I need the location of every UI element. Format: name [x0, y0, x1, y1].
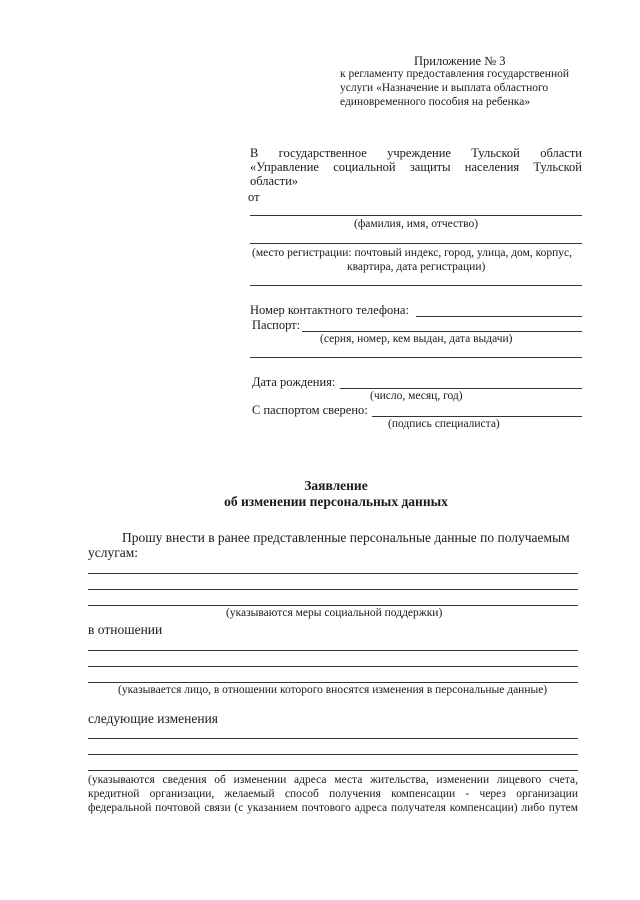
- fio-hint: (фамилия, имя, отчество): [354, 218, 479, 230]
- document-title: Заявление: [304, 478, 368, 493]
- measures-hint: (указываются меры социальной поддержки): [226, 607, 443, 619]
- passport-field-line[interactable]: [302, 331, 582, 332]
- fio-field-line[interactable]: [250, 215, 582, 216]
- addressee-line-2: «Управление социальной защиты населения Тульской: [250, 160, 582, 174]
- person-field-line-1[interactable]: [88, 650, 578, 651]
- registration-field-line[interactable]: [250, 243, 582, 244]
- measures-field-line-1[interactable]: [88, 573, 578, 574]
- passport-field-line-2[interactable]: [250, 357, 582, 358]
- request-text-line-2: услугам:: [88, 545, 139, 560]
- changes-hint-line-2: кредитной организации, желаемый способ получения компенсации - через организации: [88, 788, 578, 800]
- verified-field-line[interactable]: [372, 416, 582, 417]
- measures-field-line-3[interactable]: [88, 605, 578, 606]
- passport-label: Паспорт:: [252, 318, 301, 332]
- phone-field-line[interactable]: [416, 316, 582, 317]
- addressee-line-3: области»: [250, 174, 299, 188]
- request-text-line-1: Прошу внести в ранее представленные персональные данные по получаемым: [122, 530, 570, 545]
- document-subtitle: об изменении персональных данных: [224, 494, 448, 509]
- birth-label: Дата рождения:: [252, 375, 336, 389]
- appendix-line-1: к регламенту предоставления государственной: [340, 68, 570, 80]
- changes-field-line-2[interactable]: [88, 754, 578, 755]
- birth-field-line[interactable]: [340, 388, 582, 389]
- appendix-title: Приложение № 3: [414, 54, 506, 68]
- person-field-line-3[interactable]: [88, 682, 578, 683]
- regarding-label: в отношении: [88, 622, 163, 637]
- registration-hint-2: квартира, дата регистрации): [347, 261, 486, 273]
- verified-hint: (подпись специалиста): [388, 418, 500, 430]
- changes-field-line-1[interactable]: [88, 738, 578, 739]
- addressee-line-1: В государственное учреждение Тульской области: [250, 146, 582, 160]
- phone-label: Номер контактного телефона:: [250, 303, 409, 317]
- appendix-line-2: услуги «Назначение и выплата областного: [340, 82, 549, 94]
- changes-label: следующие изменения: [88, 711, 219, 726]
- appendix-line-3: единовременного пособия на ребенка»: [340, 96, 531, 108]
- measures-field-line-2[interactable]: [88, 589, 578, 590]
- verified-label: С паспортом сверено:: [252, 403, 368, 417]
- changes-hint-line-1: (указываются сведения об изменении адреса места жительства, изменении лицевого счета,: [88, 774, 578, 786]
- changes-field-line-3[interactable]: [88, 770, 578, 771]
- from-label: от: [248, 190, 260, 204]
- person-field-line-2[interactable]: [88, 666, 578, 667]
- passport-hint: (серия, номер, кем выдан, дата выдачи): [320, 333, 513, 345]
- registration-field-line-2[interactable]: [250, 285, 582, 286]
- birth-hint: (число, месяц, год): [370, 390, 463, 402]
- registration-hint-1: (место регистрации: почтовый индекс, город, улица, дом, корпус,: [252, 247, 572, 259]
- person-hint: (указывается лицо, в отношении которого вносятся изменения в персональные данные): [118, 684, 548, 696]
- changes-hint-line-3: федеральной почтовой связи (с указанием почтового адреса получателя компенсации) либо путем: [88, 802, 578, 814]
